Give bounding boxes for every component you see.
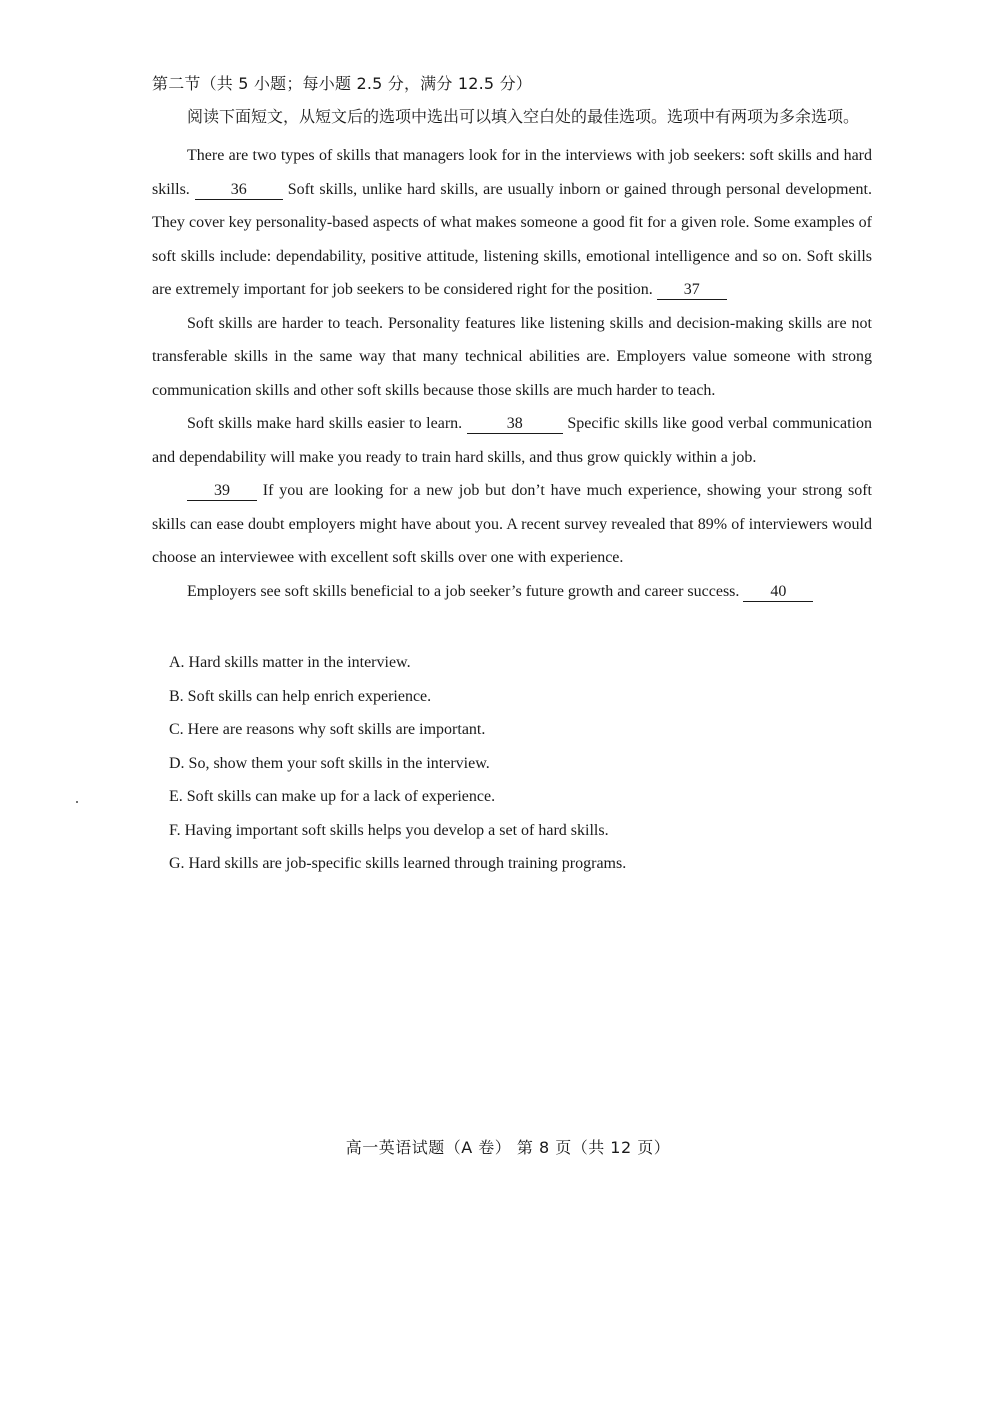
option-c: C. Here are reasons why soft skills are important. (169, 721, 486, 738)
blank-36: 36 (195, 181, 283, 200)
option-g: G. Hard skills are job-specific skills learned through training programs. (169, 855, 627, 872)
blank-38: 38 (467, 415, 563, 434)
option-e: E. Soft skills can make up for a lack of experience. (169, 788, 496, 805)
exam-page (152, 72, 872, 881)
paragraph-text: Soft skills make hard skills easier to learn. (187, 415, 467, 432)
passage-paragraph-3 (152, 407, 872, 474)
option-f: F. Having important soft skills helps you develop a set of hard skills. (169, 821, 609, 839)
section-title: 第二节（共 5 小题；每小题 2.5 分，满分 12.5 分） (152, 74, 532, 93)
paragraph-text: Soft skills, unlike hard skills, are usually inborn or gained through personal development. They cover key personality-based aspects of what makes someone a good fit for a given role. Some examples of soft skills include: dependability, positive attitude, listening skills, emotional intelligence and so on. Soft skills are extremely important for job seekers to be considered right for the position. (152, 180, 872, 298)
answer-options-list (152, 646, 872, 881)
scan-speck (76, 801, 78, 803)
paragraph-text: If you are looking for a new job but don’t have much experience, showing your strong soft skills can ease doubt employers might have about you. A recent survey revealed that 89% of interviewers would choose an interviewee with excellent soft skills over one with experience. (152, 482, 872, 566)
section-instructions: 阅读下面短文，从短文后的选项中选出可以填入空白处的最佳选项。选项中有两项为多余选项。 (187, 107, 860, 126)
blank-37: 37 (657, 281, 727, 300)
passage-paragraph-4 (152, 474, 872, 575)
paragraph-text: There are two types of skills that managers look for in the interviews with job seekers: soft skills and hard skills. (152, 147, 872, 198)
passage-paragraph-5 (152, 575, 872, 609)
passage-paragraph-1 (152, 139, 872, 307)
paragraph-text: Specific skills like good verbal communication and dependability will make you ready to train hard skills, and thus grow quickly within a job. (152, 415, 872, 466)
paragraph-text: Employers see soft skills beneficial to a job seeker’s future growth and career success. (187, 582, 744, 600)
passage-paragraph-2: Soft skills are harder to teach. Personality features like listening skills and decision-making skills are not transferable skills in the same way that many technical abilities are. Employers value someone with strong communication skills and other soft skills because those skills are much harder to teach. (152, 314, 872, 399)
page-footer: 高一英语试题（A 卷） 第 8 页（共 12 页） (345, 1138, 671, 1157)
option-a: A. Hard skills matter in the interview. (169, 654, 411, 671)
option-d: D. So, show them your soft skills in the interview. (169, 754, 490, 772)
option-b: B. Soft skills can help enrich experience. (169, 687, 432, 705)
reading-passage (152, 139, 872, 608)
blank-40: 40 (743, 583, 813, 602)
blank-39: 39 (187, 482, 257, 501)
